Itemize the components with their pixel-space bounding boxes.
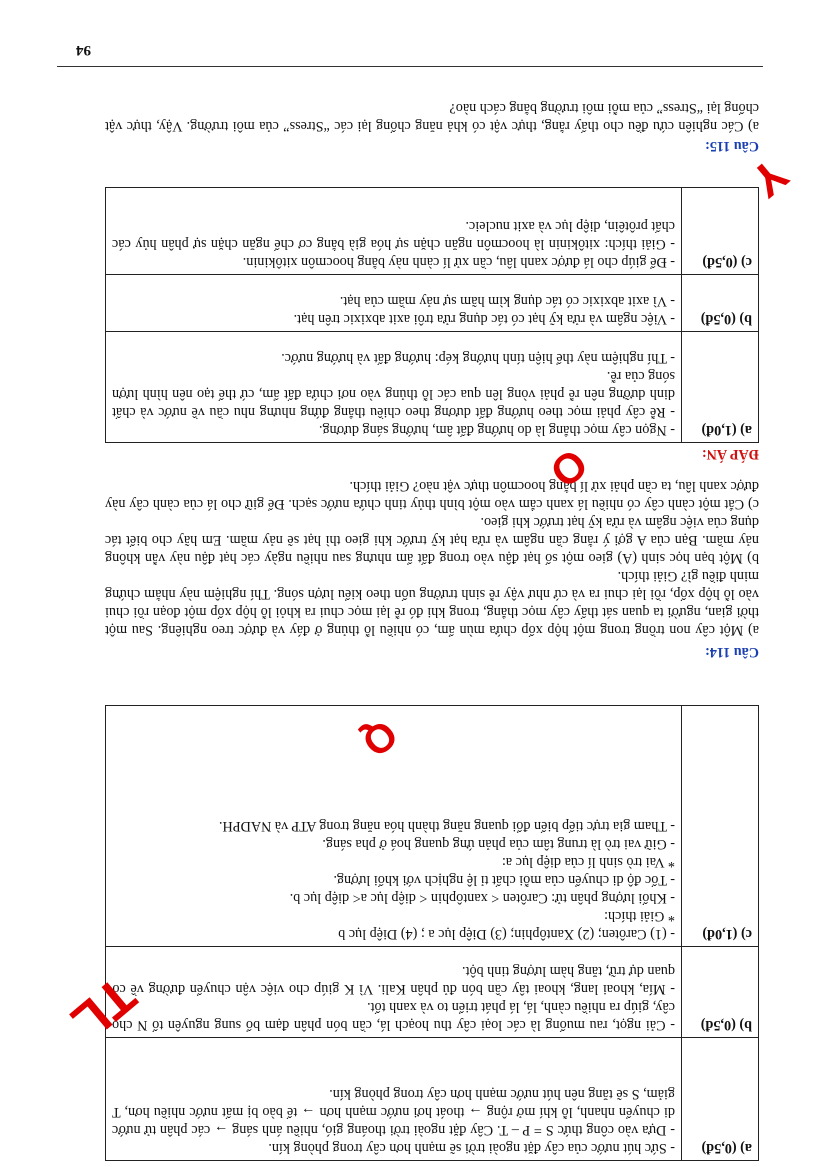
content-line: - Mía, khoai lang, khoai tây cần bón đủ phân Kali. Vì K giúp cho việc vận chuyển đường về cơ quan dự trữ, tăng hàm lượng tinh bột. bbox=[112, 963, 675, 997]
question-part-c: c) Cắt một cành cây có nhiều lá xanh cắm vào một bình thủy tinh chứa nước sạch. Để giữ cho lá của cành cây này được xanh lâu, ta cần phải xử lí bằng hoocmôn thực vật nào? Giải thích. bbox=[105, 478, 759, 512]
answer-table-1 bbox=[105, 705, 759, 1161]
watermark-fragment: Y bbox=[741, 148, 799, 208]
content-line: - Tốc độ di chuyển của mỗi chất tỉ lệ nghịch với khối lượng. bbox=[333, 872, 675, 888]
content-line: - Khối lượng phân tử: Carôten < xantôphin < diệp lục a< diệp lục b. bbox=[289, 890, 675, 906]
question-114-text bbox=[105, 477, 759, 639]
question-heading-114: Câu 114: bbox=[705, 644, 759, 660]
content-line: - (1) Carôten; (2) Xantôphin; (3) Diệp lục a ; (4) Diệp lục b bbox=[338, 926, 675, 942]
page-number: 94 bbox=[76, 42, 91, 58]
row-label: b) (0,5đ) bbox=[682, 947, 759, 1038]
question-part-a: a) Một cây non trồng trong một hộp xốp chứa mùn ẩm, có nhiều lỗ thủng ở đáy và được treo nghiêng. Sau một thời gian, người ta quan sát thấy cây mọc thẳng, trong khi đó rễ lại mọc chui ra khỏi lỗ hộp xốp một đoạn rồi chui vào lỗ hộp xốp, rồi lại chui ra và cứ như vậy rễ sinh trưởng uốn theo kiểu lượn sóng. Thí nghiệm này nhằm chứng minh điều gì? Giải thích. bbox=[105, 568, 759, 638]
question-heading-115: Câu 115: bbox=[705, 138, 759, 154]
watermark-fragment: Q bbox=[353, 711, 406, 765]
row-content bbox=[106, 1038, 682, 1161]
content-line: - Dựa vào công thức S = P – T. Cây đặt ngoài trời thoáng gió, nhiều ánh sáng → các phân tử nước di chuyển nhanh, lỗ khí mở rộng → thoát hơi nước mạnh hơn → tế bào bị mất nước nhiều hơn, T giảm, S sẽ tăng nên hút nước mạnh hơn cây trong phòng kín. bbox=[112, 1086, 675, 1138]
header-rule bbox=[57, 66, 763, 67]
content-line: - Thí nghiệm này thể hiện tính hướng kép: hướng đất và hướng nước. bbox=[281, 350, 675, 366]
content-line: * Giải thích: bbox=[604, 908, 675, 924]
content-line: - Cải ngọt, rau muống là các loại cây thu hoạch lá, cần bón phân đạm bổ sung nguyên tố N cho cây, giúp ra nhiều cành, lá, lá phát triển to và xanh tốt. bbox=[112, 999, 675, 1033]
question-115-text: a) Các nghiên cứu đều cho thấy rằng, thực vật có khả năng chống lại các “Stress” của môi trường. Vậy, thực vật chống lại “Stress” của mỗi môi trường bằng cách nào? bbox=[105, 100, 759, 134]
row-label: a) (0,5đ) bbox=[682, 1038, 759, 1161]
row-label: c) (0,5đ) bbox=[682, 188, 759, 275]
row-label: c) (1,0đ) bbox=[682, 706, 759, 947]
content-line: - Ngọn cây mọc thẳng là do hướng đất âm, hướng sáng dương. bbox=[318, 422, 675, 438]
table-row bbox=[106, 947, 759, 1038]
table-row bbox=[106, 332, 759, 443]
row-label: b) (0,5đ) bbox=[682, 275, 759, 332]
content-line: - Vì axit abxixic có tác dụng kìm hãm sự nảy mầm của hạt. bbox=[339, 293, 675, 309]
content-line: - Giữ vai trò là trung tâm của phản ứng quang hoá ở pha sáng. bbox=[322, 836, 675, 852]
row-content bbox=[106, 188, 682, 275]
row-content bbox=[106, 275, 682, 332]
answer-table-2 bbox=[105, 187, 759, 443]
table-row bbox=[106, 1038, 759, 1161]
row-content bbox=[106, 947, 682, 1038]
row-label: a) (1,0đ) bbox=[682, 332, 759, 443]
table-row bbox=[106, 275, 759, 332]
watermark-fragment: TL bbox=[60, 965, 147, 1051]
answer-label: ĐÁP ÁN: bbox=[701, 446, 759, 462]
content-line: - Tham gia trực tiếp biến đổi quang năng thành hóa năng trong ATP và NADPH. bbox=[218, 818, 675, 834]
table-row bbox=[106, 706, 759, 947]
content-line: - Giải thích: xitôkinin là hoocmôn ngăn chặn sự hóa già bằng cơ chế ngăn chặn sự phân hủy các chất prôtêin, diệp lục và axit nucleic. bbox=[112, 218, 675, 252]
row-content bbox=[106, 332, 682, 443]
content-line: - Rễ cây phải mọc theo hướng đất dương theo chiều thẳng đứng nhưng nhu cầu về nước và chất dinh dưỡng nên rễ phải vòng lên qua các lỗ thủng vào nơi chứa đất ẩm, cứ thế tạo nên hình lượn sóng của rễ. bbox=[112, 368, 675, 420]
content-line: - Sức hút nước của cây đặt ngoài trời sẽ mạnh hơn cây trong phòng kín. bbox=[268, 1140, 675, 1156]
content-line: - Việc ngâm và rửa kỹ hạt có tác dụng rửa trôi axit abxixic trên hạt. bbox=[293, 311, 675, 327]
watermark-fragment: O bbox=[541, 439, 597, 497]
question-part-b: b) Một bạn học sinh (A) gieo một số hạt đậu vào trong đất ẩm nhưng sau nhiều ngày các hạt đậu này vẫn không nảy mầm. Bạn của A gợi ý rằng cần ngâm và rửa hạt kỹ trước khi gieo thì hạt sẽ nảy mầm. Em hãy cho biết tác dụng của việc ngâm và rửa kỹ hạt trước khi gieo. bbox=[105, 514, 759, 566]
table-row bbox=[106, 188, 759, 275]
content-line: - Để giúp cho lá được xanh lâu, cần xử lí cành này bằng hoocmôn xitôkinin. bbox=[242, 254, 675, 270]
content-line: * Vai trò sinh lí của diệp lục a: bbox=[501, 854, 675, 870]
